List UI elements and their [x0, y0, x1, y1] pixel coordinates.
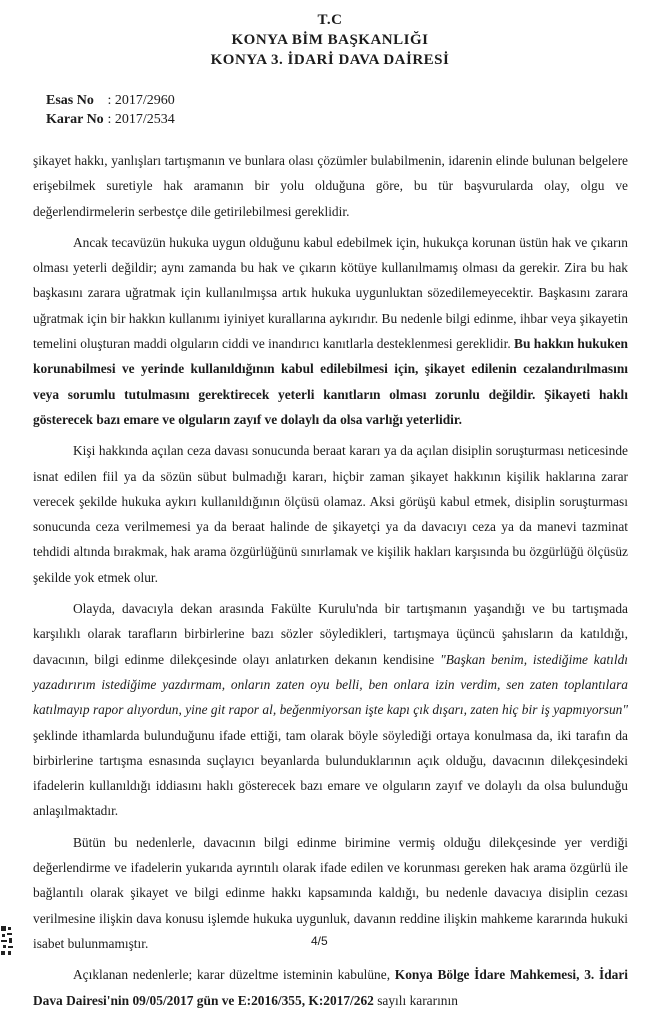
document-body — [33, 148, 628, 1013]
qr-code-fragment — [0, 924, 16, 957]
paragraph-2 — [33, 230, 628, 432]
karar-value: : 2017/2534 — [107, 112, 175, 127]
paragraph-4-end: şeklinde ithamlarda bulunduğunu ifade ettiği, tam olarak böyle söylediği ortaya konulmasa da, iki tarafın da birbirlerine tartışma esnasında suçlayıcı beyanlarda bulunduklarının açık olduğu, davacının dilekçesindeki ifadelerin kullanıldığı iddiasını haklı gösterecek bazı emare ve olguların zayıf ve dolaylı da olsa bulunduğu anlaşılmaktadır. — [33, 727, 628, 819]
header-chamber-name: KONYA 3. İDARİ DAVA DAİRESİ — [210, 52, 450, 68]
paragraph-6-end: sayılı kararının — [373, 992, 458, 1008]
paragraph-2-bold: Bu hakkın hukuken korunabilmesi ve yerinde kullanıldığının kabul edilebilmesi için, şikayet edilenin cezalandırılmasını veya sorumlu tutulmasını gerektirecek yeterli kanıtların olması zorunlu değildir. Şikayeti haklı gösterecek bazı emare ve olguların zayıf ve dolaylı da olsa varlığı yeterlidir. — [33, 336, 628, 427]
header-court-name: KONYA BİM BAŞKANLIĞI — [231, 32, 429, 48]
esas-row — [46, 93, 175, 109]
paragraph-6 — [33, 962, 628, 1013]
karar-row — [46, 112, 175, 128]
paragraph-4-start: Olayda, davacıyla dekan arasında Fakülte Kurulu'nda bir tartışmanın yaşandığı ve bu tartışmada karşılıklı olarak tarafların birbirlerine bazı sözler söyledikleri, tartışmaya üçüncü şahısların da katıldığı, davacının, bilgi edinme dilekçesinde olayı anlatırken dekanın kendisine — [33, 601, 628, 667]
karar-label: Karar No — [46, 112, 104, 127]
esas-value: : 2017/2960 — [107, 93, 175, 108]
paragraph-4 — [33, 596, 628, 824]
paragraph-6-bold: Konya Bölge İdare Mahkemesi, 3. İdari Dava Dairesi'nin 09/05/2017 gün ve E:2016/355, K:2017/262 — [33, 967, 629, 1008]
paragraph-3: Kişi hakkında açılan ceza davası sonucunda beraat kararı ya da açılan disiplin soruşturması neticesinde isnat edilen fiil ya da sözün sübut bulmadığı kararı, hiçbir zaman şikayet hakkının kişilik haklarına zarar verecek şekilde hukuka aykırı kullanıldığının ölçüsü olamaz. Aksi görüşü kabul etmek, disiplin soruşturması sonucunda ceza verilmemesi ya da beraat halinde de şikayetçi ya da davacıyı ceza ya da manevi tazminat tehdidi altında bırakmak, hak arama özgürlüğünü sınırlamak ve kişilik hakları karşısında bu özgürlüğü ölçüsüz şekilde yok etmek olur. — [33, 443, 628, 585]
header-tc: T.C — [317, 12, 343, 28]
paragraph-6-start: Açıklanan nedenlerle; karar düzeltme isteminin kabulüne, — [73, 967, 395, 983]
paragraph-5: Bütün bu nedenlerle, davacının bilgi edinme birimine vermiş olduğu dilekçesinde yer verdiği değerlendirme ve ifadelerin yukarıda ayrıntılı olarak ifade edilen ve korunması gereken hak arama özgürlü ile bağlantılı olarak şikayet ve bilgi edinme hakkı kapsamında kaldığı, bu nedenle davacıya disiplin cezası verilmesine ilişkin dava konusu işlemde hukuka uygunluk, davanın reddine ilişkin mahkeme kararında hukuki isabet bulunmamıştır. — [33, 834, 628, 951]
paragraph-2-text: Ancak tecavüzün hukuka uygun olduğunu kabul edebilmek için, hukukça korunan üstün hak ve çıkarın olması yeterli değildir; aynı zamanda bu hak ve çıkarın kötüye kullanılmamış olması da gerekir. Zira bu hak başkasını zarara uğratmak için kullanılmışsa artık hukuka uygunluktan sözedilemeyecektir. Başkasını zarara uğratmak için bir hakkın kullanımı iyiniyet kurallarına aykırıdır. Bu nedenle bilgi edinme, ihbar veya şikayetin temelini oluşturan maddi olguların ciddi ve inandırıcı kanıtlarla desteklenmesi gereklidir. — [33, 234, 628, 352]
esas-label: Esas No — [46, 93, 94, 108]
paragraph-1: şikayet hakkı, yanlışları tartışmanın ve bunlara olası çözümler bulabilmenin, idarenin elinde bulunan belgelere erişebilmek suretiyle hak aramanın bir yolu olduğuna göre, bu tür başvurularda olay, olgu ve değerlendirmelerin serbestçe dile getirilebilmesi gereklidir. — [33, 153, 628, 219]
page-number: 4/5 — [311, 934, 328, 948]
paragraph-4-quote: "Başkan benim, istediğime katıldı yazadırırım istediğime yazdırmam, onların zaten oyu belli, ben onlara izin verdim, sen zaten toplantılara katılmayıp rapor alıyordun, yine git rapor al, beğenmiyorsan işte kapı çık dışarı, zaten hiç bir iş yapmıyorsun" — [33, 651, 628, 718]
